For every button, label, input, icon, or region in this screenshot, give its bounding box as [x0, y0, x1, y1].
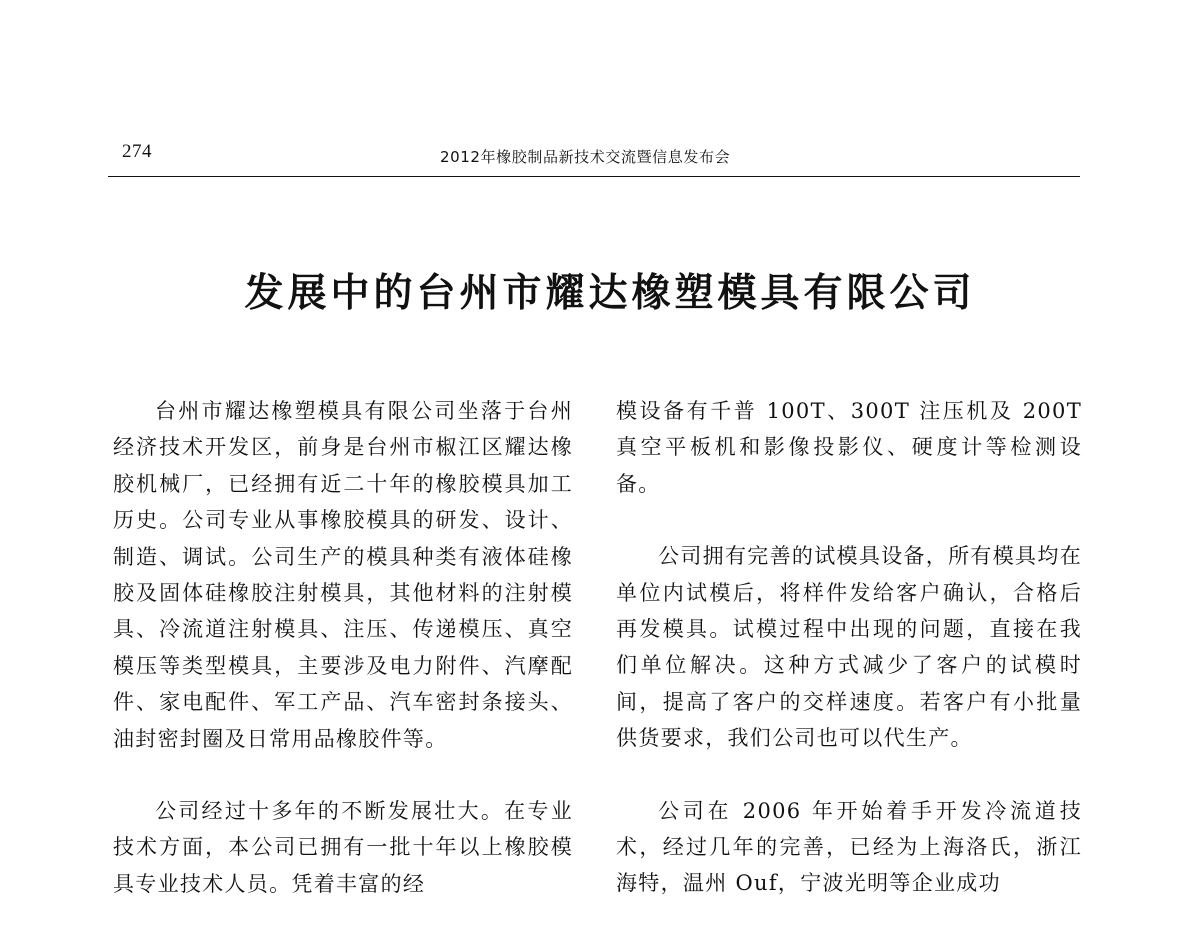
paragraph: 台州市耀达橡塑模具有限公司坐落于台州经济技术开发区，前身是台州市椒江区耀达橡胶机械厂，已经拥有近二十年的橡胶模具加工历史。公司专业从事橡胶模具的研发、设计、制造、调试。公司生产的模具种类有液体硅橡胶及固体硅橡胶注射模具，其他材料的注射模具、冷流道注射模具、注压、传递模压、真空模压等类型模具，主要涉及电力附件、汽摩配件、家电配件、军工产品、汽车密封条接头、油封密封圈及日常用品橡胶件等。	[113, 399, 573, 751]
running-header: 2012年橡胶制品新技术交流暨信息发布会	[440, 148, 731, 166]
article-title: 发展中的台州市耀达橡塑模具有限公司	[244, 271, 976, 316]
paragraph-continued: 模设备有千普 100T、300T 注压机及 200T 真空平板机和影像投影仪、硬度计等检测设备。	[616, 399, 1082, 496]
header-rule	[108, 176, 1080, 177]
page-number: 274	[122, 141, 152, 162]
right-column	[616, 393, 1082, 902]
paragraph: 公司拥有完善的试模具设备，所有模具均在单位内试模后，将样件发给客户确认，合格后再发模具。试模过程中出现的问题，直接在我们单位解决。这种方式减少了客户的试模时间，提高了客户的交样速度。若客户有小批量供货要求，我们公司也可以代生产。	[616, 544, 1082, 751]
paragraph: 公司在 2006 年开始着手开发冷流道技术，经过几年的完善，已经为上海洛氏，浙江海特，温州 Ouf，宁波光明等企业成功	[616, 798, 1082, 896]
paragraph: 公司经过十多年的不断发展壮大。在专业技术方面，本公司已拥有一批十年以上橡胶模具专业技术人员。凭着丰富的经	[113, 799, 573, 896]
left-column	[113, 393, 573, 902]
